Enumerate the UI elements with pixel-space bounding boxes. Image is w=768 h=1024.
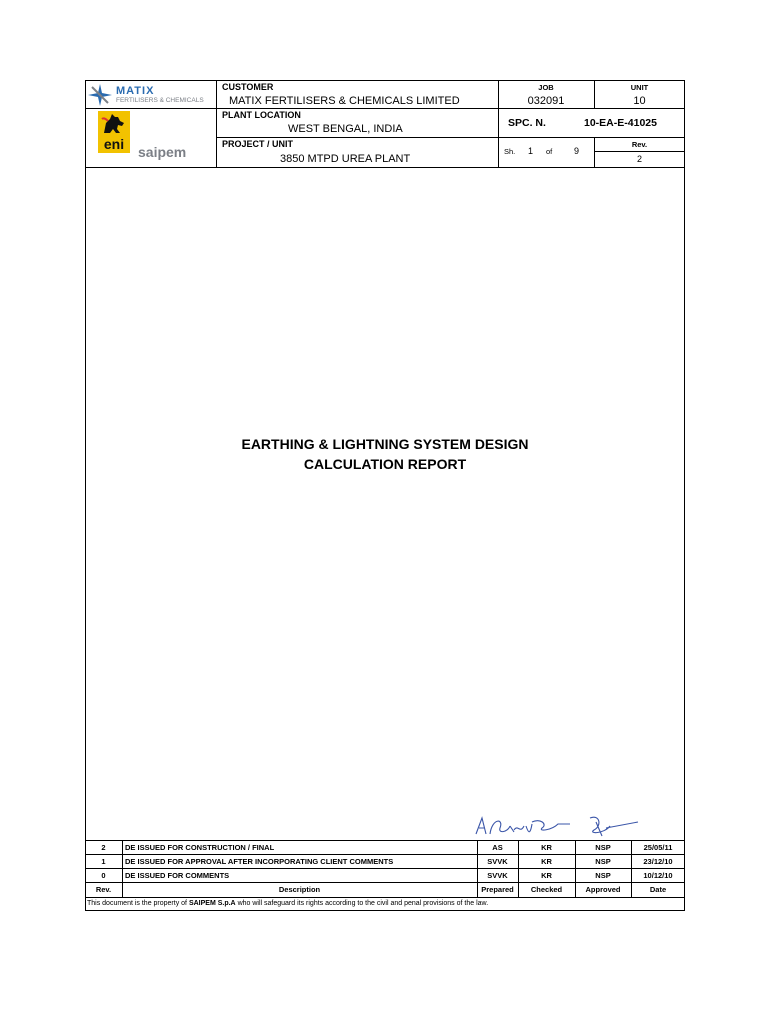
- prepared-cell: AS: [492, 843, 503, 852]
- sheet-label: Sh.: [504, 147, 516, 156]
- project-unit-value: 3850 MTPD UREA PLANT: [280, 153, 411, 165]
- rev-label: Rev.: [631, 140, 648, 149]
- date-cell: 10/12/10: [643, 871, 673, 880]
- project-unit-label: PROJECT / UNIT: [222, 139, 294, 149]
- prepared-cell: SVVK: [487, 857, 508, 866]
- header-bottom-line: [85, 167, 685, 168]
- job-label: JOB: [538, 83, 554, 92]
- eni-dog-icon: [98, 111, 130, 137]
- property-notice: [87, 900, 488, 907]
- approved-cell: NSP: [595, 871, 611, 880]
- plant-location-value: WEST BENGAL, INDIA: [288, 123, 403, 135]
- saipem-logo: saipem: [138, 144, 187, 160]
- table-header-row: [85, 885, 685, 897]
- property-notice-prefix: This document is the property of: [87, 900, 189, 907]
- matix-logo: [88, 84, 214, 106]
- rev-value: 2: [636, 154, 642, 164]
- eni-logo: [98, 111, 130, 155]
- date-cell: 23/12/10: [643, 857, 673, 866]
- description-cell: DE ISSUED FOR CONSTRUCTION / FINAL: [125, 843, 275, 852]
- prepared-header: Prepared: [481, 885, 514, 894]
- table-row: [85, 871, 685, 883]
- approved-header: Approved: [585, 885, 621, 894]
- job-divider: [498, 80, 499, 168]
- unit-label: UNIT: [630, 83, 649, 92]
- job-value: 032091: [527, 95, 565, 107]
- description-cell: DE ISSUED FOR APPROVAL AFTER INCORPORATING CLIENT COMMENTS: [125, 857, 394, 866]
- logo-divider: [216, 80, 217, 168]
- of-label: of: [546, 147, 553, 156]
- row1-line: [216, 108, 685, 109]
- sheets-total: 9: [574, 146, 580, 156]
- checked-header: Checked: [530, 885, 563, 894]
- matix-star-icon: [88, 84, 112, 106]
- rev-header: Rev.: [95, 885, 112, 894]
- signatures: [470, 812, 670, 842]
- sheet-value: 1: [528, 146, 534, 156]
- customer-label: CUSTOMER: [222, 82, 274, 92]
- rev-mid-line: [594, 151, 685, 152]
- rev-cell: 0: [101, 871, 106, 880]
- description-header: Description: [278, 885, 321, 894]
- property-notice-suffix: who will safeguard its rights according to the civil and penal provisions of the law.: [235, 900, 489, 907]
- unit-value: 10: [633, 95, 646, 107]
- rev-cell: 2: [101, 843, 106, 852]
- date-cell: 25/05/11: [643, 843, 673, 852]
- document-title-line1: EARTHING & LIGHTNING SYSTEM DESIGN: [241, 436, 529, 452]
- plant-location-label: PLANT LOCATION: [222, 110, 301, 120]
- rev-cell: 1: [101, 857, 106, 866]
- description-cell: DE ISSUED FOR COMMENTS: [125, 871, 230, 880]
- table-row: [85, 857, 685, 869]
- spc-label: SPC. N.: [508, 117, 546, 129]
- matix-subtitle: FERTILISERS & CHEMICALS: [116, 97, 204, 104]
- document-title-line2: CALCULATION REPORT: [303, 456, 467, 472]
- spc-value: 10-EA-E-41025: [584, 117, 657, 129]
- prepared-cell: SVVK: [487, 871, 508, 880]
- logo-row-line: [85, 108, 216, 109]
- checked-cell: KR: [541, 857, 552, 866]
- property-notice-company: SAIPEM S.p.A: [188, 900, 236, 907]
- document-frame: [85, 80, 685, 911]
- revision-table: [85, 840, 685, 898]
- customer-value: MATIX FERTILISERS & CHEMICALS LIMITED: [229, 95, 460, 107]
- matix-name: MATIX: [116, 85, 155, 97]
- table-row: [85, 843, 685, 855]
- approved-cell: NSP: [595, 857, 611, 866]
- checked-cell: KR: [541, 843, 552, 852]
- row2-line: [216, 137, 685, 138]
- eni-text: eni: [98, 135, 130, 153]
- date-header: Date: [649, 885, 667, 894]
- checked-cell: KR: [541, 871, 552, 880]
- approved-cell: NSP: [595, 843, 611, 852]
